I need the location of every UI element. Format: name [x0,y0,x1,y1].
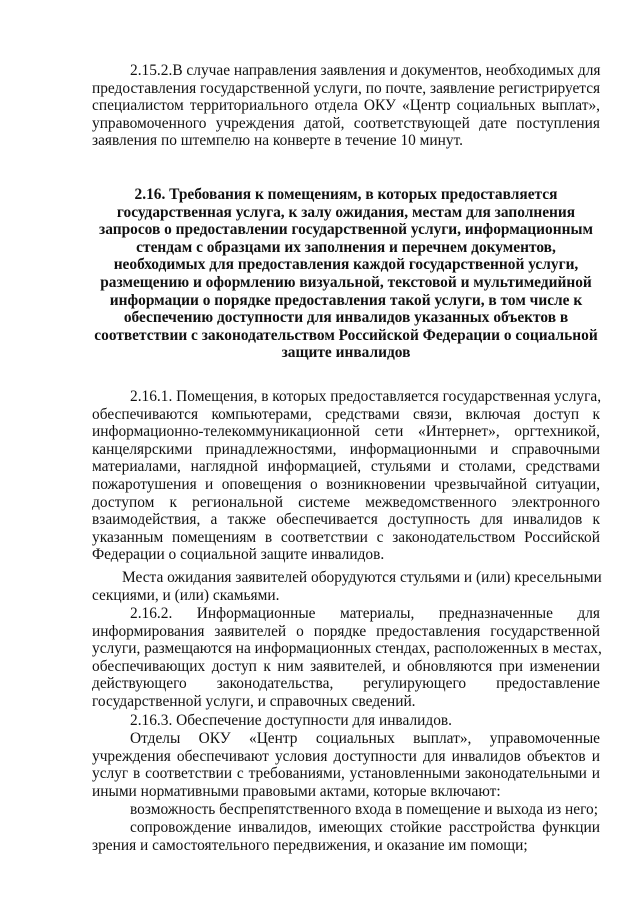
text-line: обеспечивающих доступ к ним заявителей, и обновляются при изменении [92,657,600,675]
heading-line: необходимых для предоставления каждой государственной услуги, [113,256,579,274]
text-line: 2.16.2. Информационные материалы, предназначенные для [130,605,600,622]
paragraph-2-16-3 [92,712,600,730]
heading-line: обеспечению доступности для инвалидов указанных объектов в [123,309,569,327]
text-line: материалами, наглядной информацией, стульями и столами, средствами [92,458,600,476]
heading-line: запросов о предоставлении государственной услуги, информационным [99,221,593,239]
text-line: услуг в соответствии с требованиями, установленными законодательными и [92,765,600,783]
paragraph-waiting-places [92,569,600,604]
text-line: управомоченного учреждения датой, соответствующей дате поступления [92,114,600,132]
heading-line: соответствии с законодательством Российской Федерации о социальной [94,326,598,344]
heading-line: государственная услуга, к залу ожидания, местам для заполнения [116,203,576,221]
paragraph-departments [92,730,600,800]
text-line: 2.16.1. Помещения, в которых предоставляется государственная услуга, [130,388,602,405]
text-line: обеспечиваются компьютерами, средствами связи, включая доступ к [92,405,600,423]
paragraph-2-15-2 [92,62,600,150]
text-line: сопровождение инвалидов, имеющих стойкие расстройства функции [130,819,600,836]
paragraph-entry-access [92,801,600,819]
text-line: специалистом территориального отдела ОКУ «Центр социальных выплат», [92,97,600,115]
text-line: информационно-телекоммуникационной сети «Интернет», оргтехникой, [92,423,600,441]
text-line: секциями, и (или) скамьями. [92,586,280,604]
text-line: предоставления государственной услуги, по почте, заявление регистрируется [92,79,601,97]
text-line: возможность беспрепятственного входа в помещение и выхода из него; [130,801,598,818]
paragraph-support [92,819,600,854]
heading-line: информации о порядке предоставления такой услуги, в том числе к [109,291,583,309]
heading-line: стендам с образцами их заполнения и перечнем документов, [136,238,556,256]
text-line: Федерации о социальной защите инвалидов. [92,546,385,564]
heading-line: 2.16. Требования к помещениям, в которых предоставляется [134,186,558,203]
heading-line: размещению и оформлению визуальной, текстовой и мультимедийной [100,273,592,291]
text-line: доступом к региональной системе межведомственного электронного [92,493,600,511]
text-line: информирования заявителей о порядке предоставления государственной [92,622,600,640]
text-line: 2.16.3. Обеспечение доступности для инвалидов. [130,712,453,729]
text-line: канцелярскими принадлежностями, информационными и справочными [92,440,600,458]
text-line: государственной услуги, и справочных сведений. [92,692,416,710]
text-line: взаимодействия, а также обеспечивается доступность для инвалидов к [92,511,600,529]
text-line: указанным помещениям в соответствии с законодательством Российской [92,528,600,546]
text-line: услуги, размещаются на информационных стендах, расположенных в местах, [92,640,602,658]
text-line: Отделы ОКУ «Центр социальных выплат», управомоченные [130,730,600,747]
text-line: зрения и самостоятельного передвижения, и оказание им помощи; [92,836,528,854]
text-line: 2.15.2.В случае направления заявления и документов, необходимых для [130,62,601,79]
paragraph-2-16-2 [92,605,600,711]
text-line: Места ожидания заявителей оборудуются стульями и (или) кресельными [122,569,602,586]
heading-line: защите инвалидов [281,344,411,362]
text-line: учреждения обеспечивают условия доступности для инвалидов объектов и [92,747,600,765]
text-line: заявления по штемпелю на конверте в течение 10 минут. [92,132,464,150]
text-line: иными нормативными правовыми актами, которые включают: [92,782,501,800]
text-line: действующего законодательства, регулирующего предоставление [92,675,600,693]
text-line: пожаротушения и оповещения о возникновении чрезвычайной ситуации, [92,475,600,493]
section-heading-2-16 [92,186,600,362]
paragraph-2-16-1 [92,388,600,564]
